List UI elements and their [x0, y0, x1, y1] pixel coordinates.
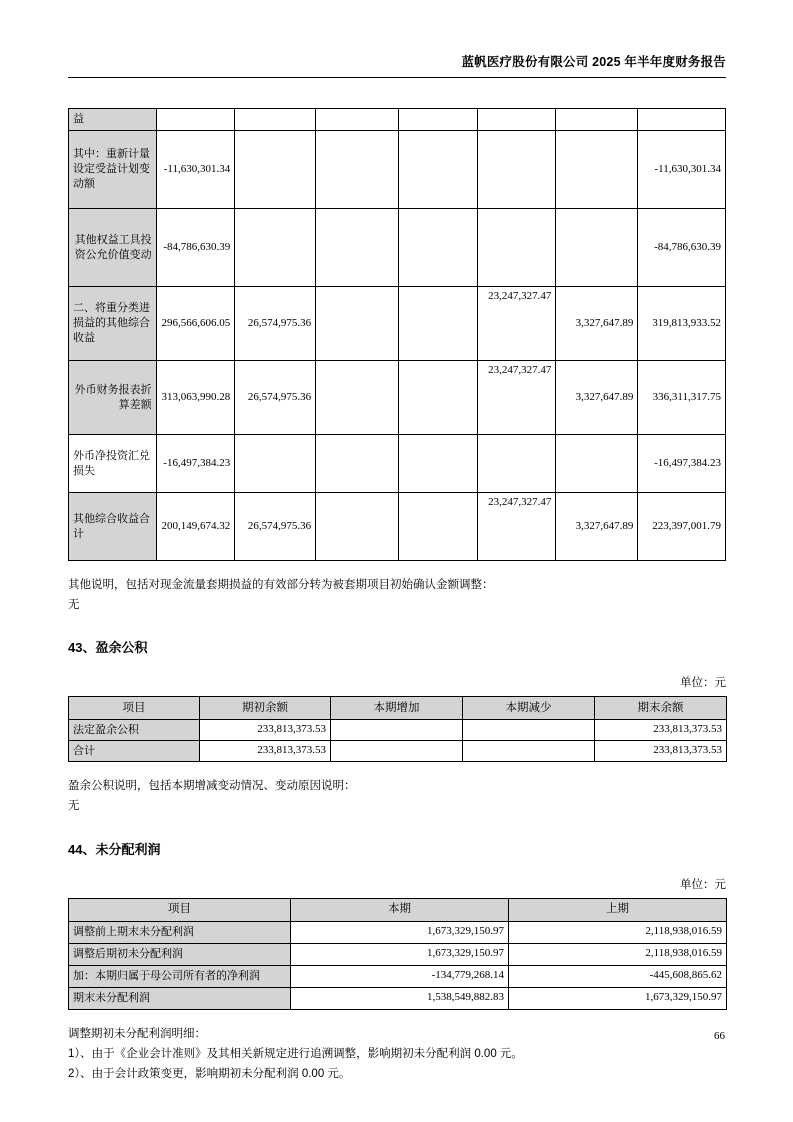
other-comprehensive-income-table [68, 108, 726, 561]
row-value-increase [331, 720, 463, 741]
row-value: 200,149,674.32 [156, 493, 235, 561]
row-value-decrease [463, 741, 595, 762]
row-value-opening: 233,813,373.53 [200, 741, 331, 762]
row-value: -16,497,384.23 [156, 435, 235, 493]
row-value: 319,813,933.52 [638, 287, 726, 361]
row-label: 外币财务报表折算差额 [69, 361, 157, 435]
row-value-prior: -445,608,865.62 [509, 965, 727, 987]
row-value: -84,786,630.39 [638, 209, 726, 287]
undistributed-profit-table [68, 898, 727, 1010]
row-label: 期末未分配利润 [69, 987, 291, 1009]
page-content [68, 108, 726, 1084]
row-value [316, 493, 399, 561]
table-row [69, 965, 727, 987]
row-label: 其中：重新计量设定受益计划变动额 [69, 131, 157, 209]
table-header-row [69, 697, 727, 720]
row-label: 合计 [69, 741, 200, 762]
row-value: 336,311,317.75 [638, 361, 726, 435]
row-value [235, 209, 316, 287]
table-row [69, 435, 726, 493]
page-number: 66 [714, 1030, 725, 1042]
row-value-current: 1,673,329,150.97 [291, 921, 509, 943]
row-value: 3,327,647.89 [556, 287, 638, 361]
row-value [156, 109, 235, 131]
table-row [69, 361, 726, 435]
table-row [69, 287, 726, 361]
row-value [399, 493, 478, 561]
row-value [556, 435, 638, 493]
row-value [556, 131, 638, 209]
oci-note-line-2: 无 [68, 599, 80, 612]
row-value: 3,327,647.89 [556, 361, 638, 435]
row-value-prior: 1,673,329,150.97 [509, 987, 727, 1009]
row-value [477, 109, 556, 131]
surplus-reserve-note-line-1: 盈余公积说明，包括本期增减变动情况、变动原因说明： [68, 780, 356, 793]
row-value: 296,566,606.05 [156, 287, 235, 361]
row-value [316, 361, 399, 435]
row-value-current: 1,538,549,882.83 [291, 987, 509, 1009]
header-divider-rule [68, 77, 726, 78]
table-row [69, 109, 726, 131]
row-value: 313,063,990.28 [156, 361, 235, 435]
row-value [235, 435, 316, 493]
running-header-title: 蓝帆医疗股份有限公司 2025 年半年度财务报告 [461, 55, 726, 69]
row-value: -84,786,630.39 [156, 209, 235, 287]
row-value: 223,397,001.79 [638, 493, 726, 561]
row-value [477, 209, 556, 287]
row-value: 23,247,327.47 [477, 493, 556, 561]
row-label: 二、将重分类进损益的其他综合收益 [69, 287, 157, 361]
row-value [235, 109, 316, 131]
surplus-reserve-note-line-2: 无 [68, 800, 80, 813]
table-row [69, 943, 727, 965]
table-row [69, 720, 727, 741]
row-value-decrease [463, 720, 595, 741]
section-heading-undistributed-profit: 44、未分配利润 [68, 841, 161, 857]
row-value: 26,574,975.36 [235, 361, 316, 435]
row-value [556, 209, 638, 287]
row-value [638, 109, 726, 131]
oci-note-line-1: 其他说明，包括对现金流量套期损益的有效部分转为被套期项目初始确认金额调整： [68, 579, 494, 591]
row-value: 23,247,327.47 [477, 361, 556, 435]
adjustment-detail-item-1: 1）、由于《企业会计准则》及其相关新规定进行追溯调整，影响期初未分配利润 0.00 元。 [68, 1047, 523, 1060]
row-value [316, 287, 399, 361]
row-value [399, 131, 478, 209]
row-value [316, 435, 399, 493]
row-value [235, 131, 316, 209]
row-value: 26,574,975.36 [235, 493, 316, 561]
row-value: -16,497,384.23 [638, 435, 726, 493]
row-value [477, 435, 556, 493]
row-label: 加：本期归属于母公司所有者的净利润 [69, 965, 291, 987]
unit-label-undistributed-profit: 单位：元 [680, 878, 726, 891]
column-header-item: 项目 [69, 697, 200, 720]
table-row [69, 987, 727, 1009]
row-label: 其他权益工具投资公允价值变动 [69, 209, 157, 287]
row-value [399, 361, 478, 435]
row-value [477, 131, 556, 209]
row-value-opening: 233,813,373.53 [200, 720, 331, 741]
row-value-prior: 2,118,938,016.59 [509, 921, 727, 943]
row-label: 调整前上期末未分配利润 [69, 921, 291, 943]
column-header-increase: 本期增加 [331, 697, 463, 720]
row-value [399, 435, 478, 493]
row-value: -11,630,301.34 [638, 131, 726, 209]
row-value [316, 131, 399, 209]
column-header-closing: 期末余额 [595, 697, 727, 720]
row-value-increase [331, 741, 463, 762]
table-header-row [69, 898, 727, 921]
row-value-closing: 233,813,373.53 [595, 741, 727, 762]
row-value [316, 109, 399, 131]
row-label: 调整后期初未分配利润 [69, 943, 291, 965]
row-value-current: -134,779,268.14 [291, 965, 509, 987]
row-value [556, 109, 638, 131]
column-header-opening: 期初余额 [200, 697, 331, 720]
table-row [69, 493, 726, 561]
row-label: 益 [69, 109, 157, 131]
column-header-item: 项目 [69, 898, 291, 921]
unit-label-surplus-reserve: 单位：元 [680, 677, 726, 690]
surplus-reserve-table [68, 696, 727, 762]
row-value-closing: 233,813,373.53 [595, 720, 727, 741]
row-value [399, 287, 478, 361]
table-row [69, 131, 726, 209]
row-label: 外币净投资汇兑损失 [69, 435, 157, 493]
column-header-prior-period: 上期 [509, 898, 727, 921]
row-label: 其他综合收益合计 [69, 493, 157, 561]
row-value: 3,327,647.89 [556, 493, 638, 561]
row-value [316, 209, 399, 287]
row-value: -11,630,301.34 [156, 131, 235, 209]
row-value [399, 109, 478, 131]
adjustment-detail-item-2: 2）、由于会计政策变更，影响期初未分配利润 0.00 元。 [68, 1067, 351, 1080]
column-header-decrease: 本期减少 [463, 697, 595, 720]
row-label: 法定盈余公积 [69, 720, 200, 741]
row-value: 23,247,327.47 [477, 287, 556, 361]
row-value: 26,574,975.36 [235, 287, 316, 361]
table-row [69, 921, 727, 943]
adjustment-detail-title: 调整期初未分配利润明细： [68, 1027, 206, 1040]
row-value [399, 209, 478, 287]
table-row [69, 209, 726, 287]
column-header-current-period: 本期 [291, 898, 509, 921]
section-heading-surplus-reserve: 43、盈余公积 [68, 640, 148, 656]
row-value-current: 1,673,329,150.97 [291, 943, 509, 965]
row-value-prior: 2,118,938,016.59 [509, 943, 727, 965]
table-row [69, 741, 727, 762]
